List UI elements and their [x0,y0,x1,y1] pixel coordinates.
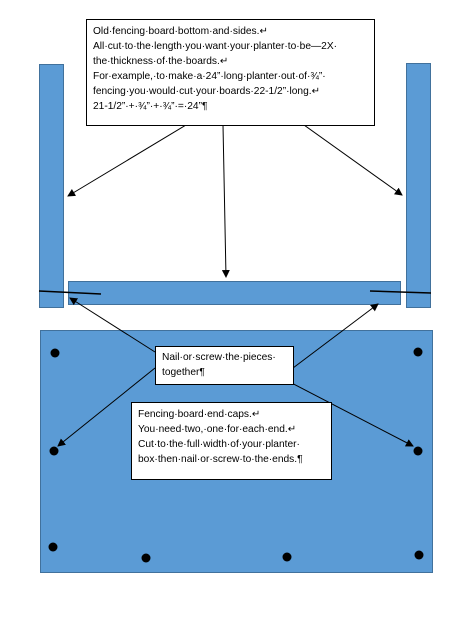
callout-line: For·example,·to·make·a·24”·long·planter·out·of·¾”· [93,71,326,82]
arrow-to-left-side-board [68,125,186,196]
nail-dot [414,348,423,357]
nail-callout [155,346,294,385]
callout-line: together¶ [162,367,205,378]
arrow-to-right-joint [293,304,378,368]
nail-dot [283,553,292,562]
callout-line: Nail·or·screw·the·pieces· [162,352,276,363]
callout-line: Old·fencing·board·bottom·and·sides.↵ [93,26,269,37]
callout-line: All·cut·to·the·length·you·want·your·planter·to·be—2X· [93,41,338,52]
callout-line: You·need·two,·one·for·each·end.↵ [138,424,297,435]
nail-dot [51,349,60,358]
arrow-to-right-side-board [304,125,402,195]
sides-callout [86,19,375,126]
arrow-to-bottom-board [223,125,226,277]
left-joint-line [39,291,101,294]
callout-line: box·then·nail·or·screw·to·the·ends.¶ [138,454,303,465]
nail-dot [49,543,58,552]
callout-line: Cut·to·the·full·width·of·your·planter· [138,439,300,450]
callout-line: fencing·you·would·cut·your·boards·22-1/2”·long.↵ [93,86,321,97]
nail-dot [415,551,424,560]
nail-dot [50,447,59,456]
callout-line: the·thickness·of·the·boards.↵ [93,56,229,67]
callout-line: 21-1/2”·+·¾”·+·¾”·=·24”¶ [93,101,208,112]
nail-dot [414,447,423,456]
nail-dot [142,554,151,563]
end-caps-callout [131,402,332,480]
right-joint-line [370,291,431,293]
arrow-to-left-joint [70,298,155,352]
callout-line: Fencing·board·end·caps.↵ [138,409,261,420]
